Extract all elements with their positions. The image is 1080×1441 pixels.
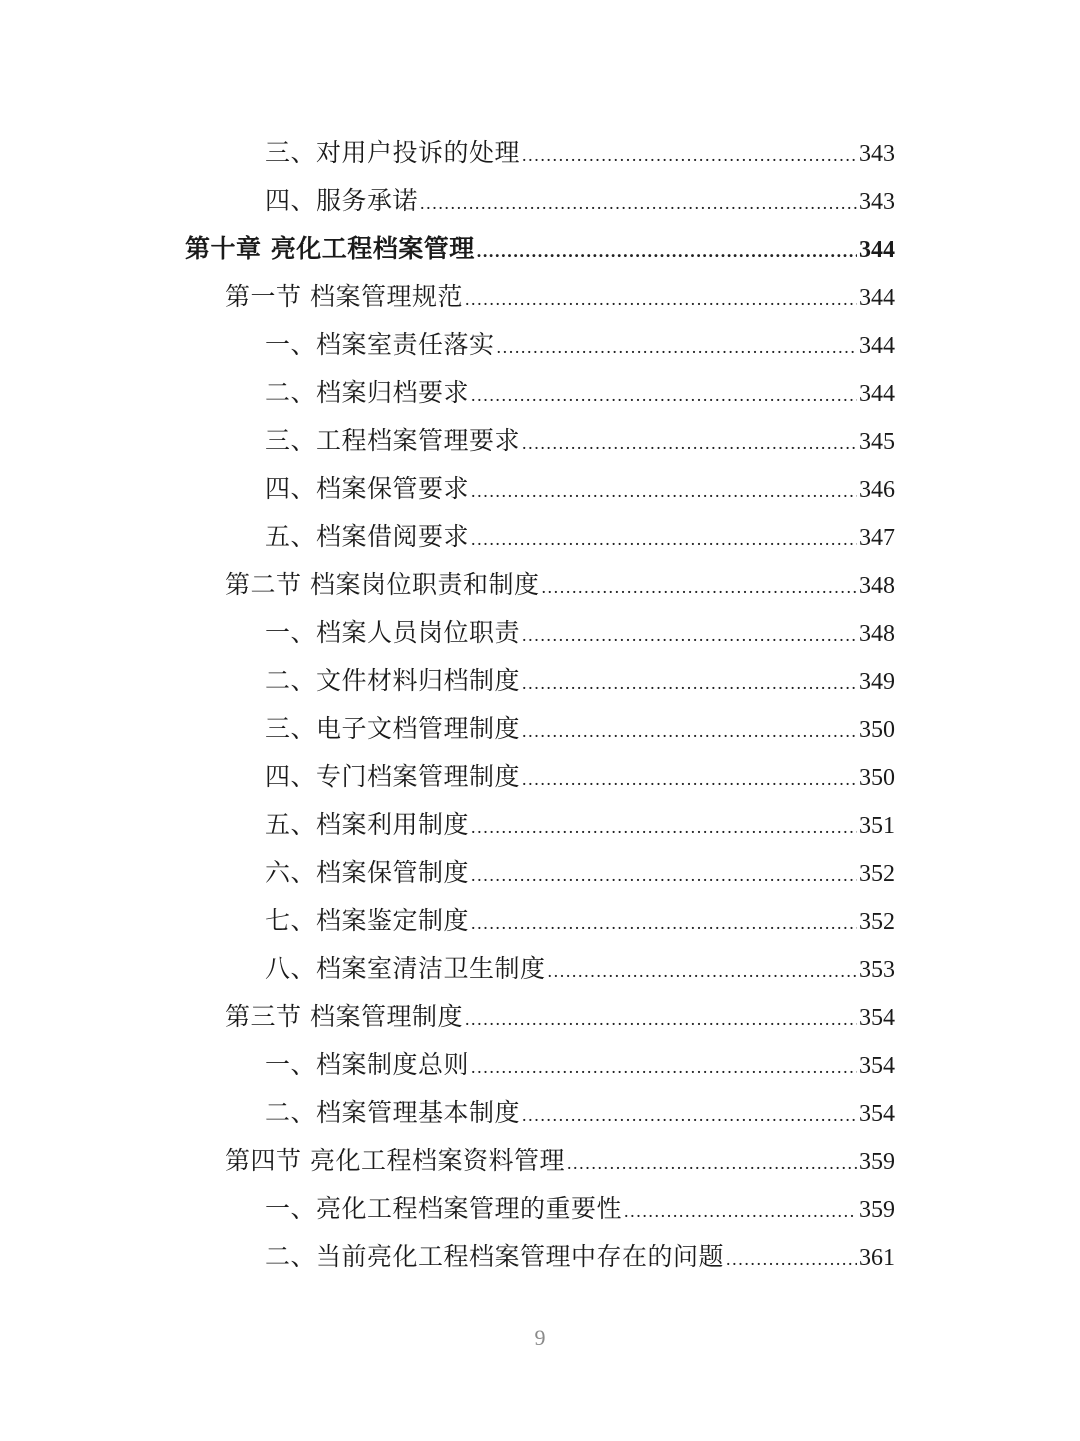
dot-leader <box>469 467 857 515</box>
toc-entry-title: 三、对用户投诉的处理 <box>265 138 521 167</box>
toc-entry-title: 一、档案人员岗位职责 <box>265 618 521 647</box>
toc-entry-title: 第十章 亮化工程档案管理 <box>185 234 475 263</box>
toc-entry-title: 三、电子文档管理制度 <box>265 714 521 743</box>
toc-entry-page: 348 <box>859 573 895 599</box>
toc-entry[interactable] <box>0 417 895 465</box>
toc-entry[interactable] <box>0 897 895 945</box>
toc-entry[interactable] <box>0 657 895 705</box>
toc-entry-page: 343 <box>859 141 895 167</box>
dot-leader <box>469 515 857 563</box>
dot-leader <box>463 995 857 1043</box>
toc-entry[interactable] <box>0 1233 895 1281</box>
toc-entry-page: 359 <box>859 1197 895 1223</box>
dot-leader <box>622 1187 857 1235</box>
toc-entry-page: 350 <box>859 765 895 791</box>
toc-entry-page: 346 <box>859 477 895 503</box>
toc-entry-title: 第三节 档案管理制度 <box>225 1002 463 1031</box>
toc-entry-title: 第一节 档案管理规范 <box>225 282 463 311</box>
toc-entry-page: 353 <box>859 957 895 983</box>
dot-leader <box>520 1091 857 1139</box>
toc-entry-page: 354 <box>859 1053 895 1079</box>
dot-leader <box>724 1235 857 1283</box>
toc-entry[interactable] <box>0 465 895 513</box>
toc-entry-title: 三、工程档案管理要求 <box>265 426 521 455</box>
toc-entry-page: 352 <box>859 909 895 935</box>
toc-entry-page: 349 <box>859 669 895 695</box>
dot-leader <box>520 707 857 755</box>
toc-entry-title: 四、服务承诺 <box>265 186 419 215</box>
toc-entry-page: 351 <box>859 813 895 839</box>
toc-entry-title: 四、档案保管要求 <box>265 474 470 503</box>
dot-leader <box>520 659 857 707</box>
dot-leader <box>463 275 857 323</box>
toc-entry-title: 五、档案借阅要求 <box>265 522 470 551</box>
toc-entry[interactable] <box>0 753 895 801</box>
toc-entry-page: 354 <box>859 1101 895 1127</box>
toc-entry-page: 350 <box>859 717 895 743</box>
page-number: 9 <box>534 1325 546 1350</box>
toc-entry-title: 二、档案归档要求 <box>265 378 470 407</box>
dot-leader <box>469 371 857 419</box>
toc-chapter-entry[interactable] <box>0 225 895 273</box>
toc-entry-page: 344 <box>859 237 895 263</box>
toc-entry-title: 一、档案室责任落实 <box>265 330 495 359</box>
dot-leader <box>469 803 857 851</box>
toc-entry-title: 七、档案鉴定制度 <box>265 906 470 935</box>
toc-entry-title: 六、档案保管制度 <box>265 858 470 887</box>
toc-entry-page: 343 <box>859 189 895 215</box>
dot-leader <box>469 899 857 947</box>
toc-entry-title: 一、档案制度总则 <box>265 1050 470 1079</box>
toc-entry-page: 361 <box>859 1245 895 1271</box>
dot-leader <box>546 947 857 995</box>
toc-entry-title: 一、亮化工程档案管理的重要性 <box>265 1194 623 1223</box>
toc-entry-page: 348 <box>859 621 895 647</box>
dot-leader <box>418 179 857 227</box>
toc-entry-title: 二、档案管理基本制度 <box>265 1098 521 1127</box>
toc-entry-title: 第四节 亮化工程档案资料管理 <box>225 1146 565 1175</box>
dot-leader <box>469 851 857 899</box>
toc-entry[interactable] <box>0 609 895 657</box>
toc-entry[interactable] <box>0 129 895 177</box>
toc-entry[interactable] <box>0 513 895 561</box>
toc-entry-page: 352 <box>859 861 895 887</box>
dot-leader <box>469 1043 857 1091</box>
toc-section-entry[interactable] <box>0 1137 895 1185</box>
toc-section-entry[interactable] <box>0 561 895 609</box>
toc-entry-title: 八、档案室清洁卫生制度 <box>265 954 546 983</box>
toc-entry[interactable] <box>0 849 895 897</box>
dot-leader <box>520 755 857 803</box>
table-of-contents <box>0 129 1080 1281</box>
toc-entry-page: 345 <box>859 429 895 455</box>
toc-entry[interactable] <box>0 177 895 225</box>
toc-entry[interactable] <box>0 1185 895 1233</box>
toc-entry[interactable] <box>0 1041 895 1089</box>
toc-entry-page: 359 <box>859 1149 895 1175</box>
toc-entry[interactable] <box>0 801 895 849</box>
toc-entry-title: 五、档案利用制度 <box>265 810 470 839</box>
dot-leader <box>495 323 857 371</box>
toc-entry[interactable] <box>0 945 895 993</box>
toc-entry[interactable] <box>0 1089 895 1137</box>
toc-entry-title: 二、文件材料归档制度 <box>265 666 521 695</box>
dot-leader <box>539 563 857 611</box>
toc-entry-page: 344 <box>859 285 895 311</box>
toc-entry[interactable] <box>0 705 895 753</box>
toc-entry-page: 347 <box>859 525 895 551</box>
toc-entry-title: 第二节 档案岗位职责和制度 <box>225 570 540 599</box>
dot-leader <box>520 419 857 467</box>
toc-entry[interactable] <box>0 321 895 369</box>
toc-section-entry[interactable] <box>0 993 895 1041</box>
toc-entry-page: 344 <box>859 333 895 359</box>
dot-leader <box>475 227 857 275</box>
toc-entry[interactable] <box>0 369 895 417</box>
toc-entry-page: 344 <box>859 381 895 407</box>
toc-entry-page: 354 <box>859 1005 895 1031</box>
toc-entry-title: 四、专门档案管理制度 <box>265 762 521 791</box>
toc-section-entry[interactable] <box>0 273 895 321</box>
dot-leader <box>520 131 857 179</box>
dot-leader <box>565 1139 857 1187</box>
toc-entry-title: 二、当前亮化工程档案管理中存在的问题 <box>265 1242 725 1271</box>
dot-leader <box>520 611 857 659</box>
